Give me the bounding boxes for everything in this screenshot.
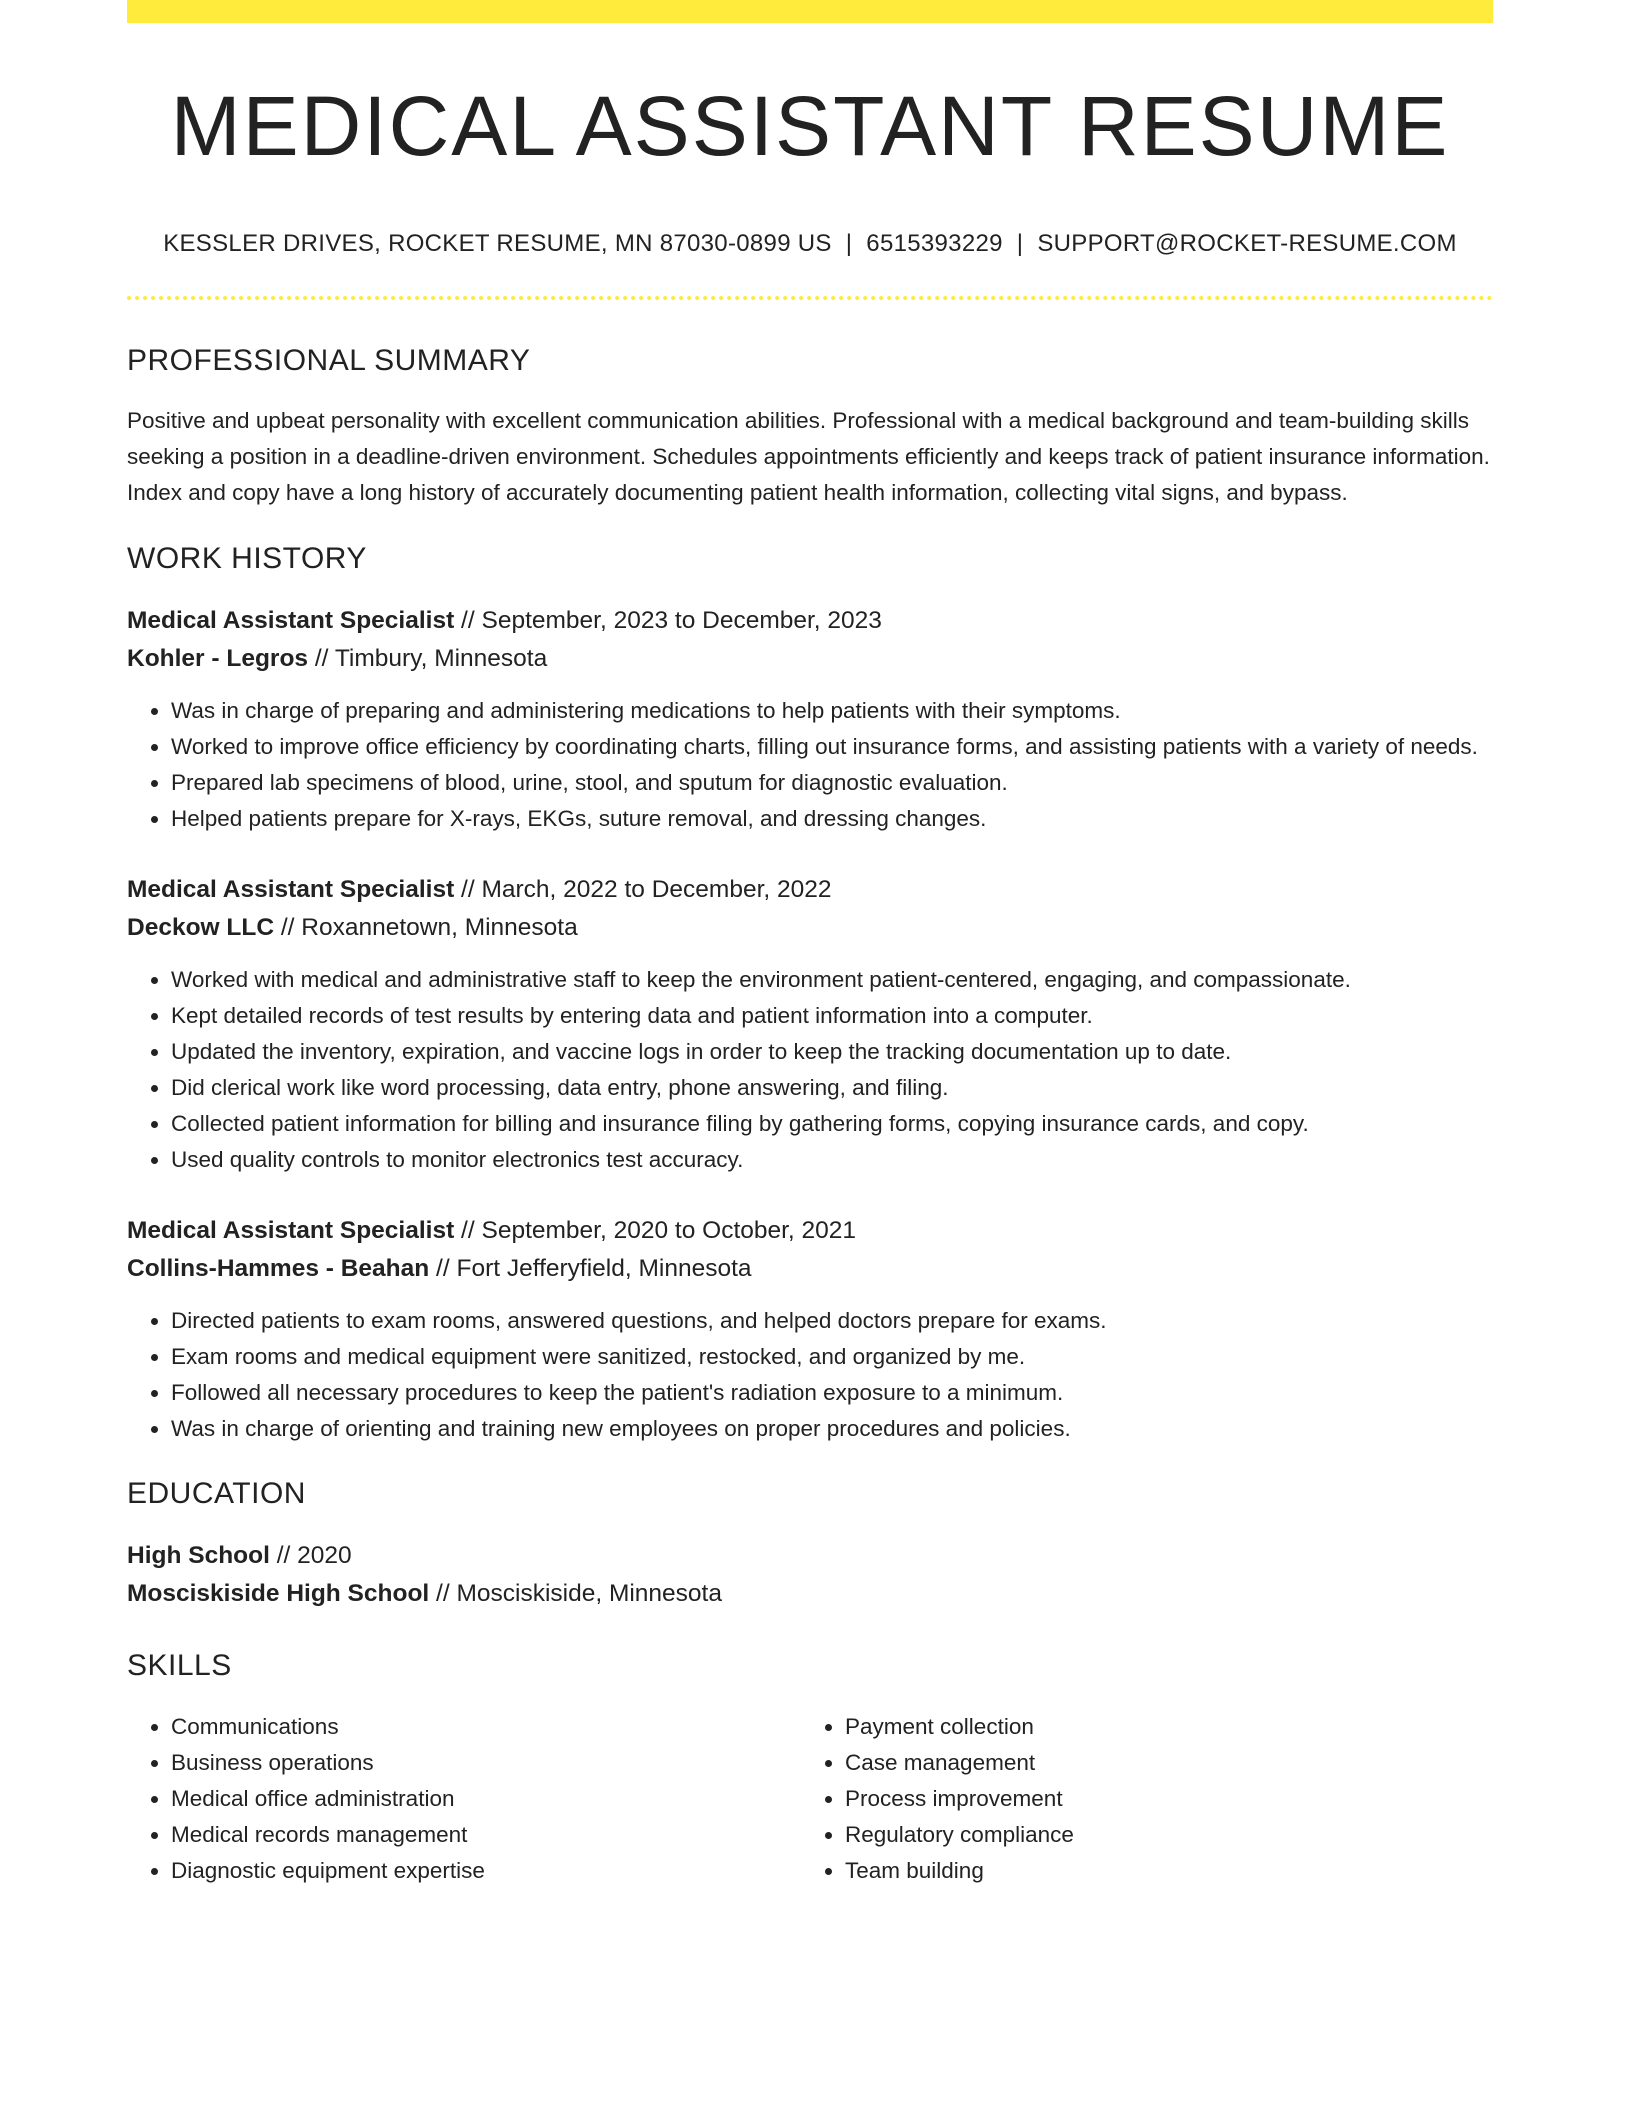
- contact-separator: |: [1016, 230, 1024, 258]
- contact-line: [127, 230, 1493, 258]
- skill-item: • Business operations: [171, 1745, 801, 1781]
- job-title: Medical Assistant Specialist: [127, 607, 455, 635]
- education-school: Mosciskiside High School: [127, 1580, 430, 1608]
- job-company-line: [127, 640, 1493, 678]
- job-title: Medical Assistant Specialist: [127, 1217, 455, 1245]
- skill-item: • Medical office administration: [171, 1781, 801, 1817]
- job-company-line: [127, 1250, 1493, 1288]
- education-heading: EDUCATION: [127, 1477, 306, 1511]
- job-bullet: • Kept detailed records of test results by entering data and patient information into a computer.: [171, 998, 1493, 1034]
- skills-heading: SKILLS: [127, 1649, 232, 1683]
- job-bullet: • Followed all necessary procedures to keep the patient's radiation exposure to a minimum.: [171, 1375, 1493, 1411]
- resume-title: MEDICAL ASSISTANT RESUME: [170, 79, 1450, 173]
- job-title-line: [127, 1212, 1493, 1250]
- job-title-line: [127, 871, 1493, 909]
- job-company: Deckow LLC: [127, 914, 275, 942]
- education-year: // 2020: [269, 1542, 352, 1570]
- skill-item: • Medical records management: [171, 1817, 801, 1853]
- job-company: Kohler - Legros: [127, 645, 309, 673]
- resume-page: [127, 0, 1493, 1889]
- job-location: // Timbury, Minnesota: [308, 645, 548, 673]
- job-entry: [127, 602, 1493, 837]
- job-company: Collins-Hammes - Beahan: [127, 1255, 430, 1283]
- contact-separator: |: [845, 230, 853, 258]
- skill-item: • Case management: [845, 1745, 1475, 1781]
- job-bullet: • Did clerical work like word processing, data entry, phone answering, and filing.: [171, 1070, 1493, 1106]
- summary-heading: PROFESSIONAL SUMMARY: [127, 344, 531, 378]
- contact-address: KESSLER DRIVES, ROCKET RESUME, MN 87030-0899 US: [163, 230, 832, 258]
- job-dates: // March, 2022 to December, 2022: [454, 876, 832, 904]
- job-title: Medical Assistant Specialist: [127, 876, 455, 904]
- education-degree: High School: [127, 1542, 270, 1570]
- job-dates: // September, 2020 to October, 2021: [454, 1217, 857, 1245]
- skill-item: • Payment collection: [845, 1709, 1475, 1745]
- job-bullet: • Used quality controls to monitor electronics test accuracy.: [171, 1142, 1493, 1178]
- job-bullet: • Worked with medical and administrative staff to keep the environment patient-centered, engaging, and compassionate.: [171, 962, 1493, 998]
- job-location: // Roxannetown, Minnesota: [274, 914, 578, 942]
- job-entry: [127, 871, 1493, 1178]
- skills-right-list: [801, 1709, 1475, 1889]
- job-bullet: • Updated the inventory, expiration, and vaccine logs in order to keep the tracking documentation up to date.: [171, 1034, 1493, 1070]
- job-bullet: • Was in charge of preparing and administering medications to help patients with their symptoms.: [171, 693, 1493, 729]
- education-location: // Mosciskiside, Minnesota: [429, 1580, 722, 1608]
- job-bullet: • Was in charge of orienting and training new employees on proper procedures and policies.: [171, 1411, 1493, 1447]
- job-company-line: [127, 909, 1493, 947]
- contact-phone: 6515393229: [866, 230, 1003, 258]
- skill-item: • Regulatory compliance: [845, 1817, 1475, 1853]
- job-bullet: • Worked to improve office efficiency by coordinating charts, filling out insurance forms, and assisting patients with a variety of needs.: [171, 729, 1493, 765]
- skill-item: • Diagnostic equipment expertise: [171, 1853, 801, 1889]
- job-bullet: • Directed patients to exam rooms, answered questions, and helped doctors prepare for exams.: [171, 1303, 1493, 1339]
- education-entry: [127, 1537, 1493, 1613]
- job-bullet: • Helped patients prepare for X-rays, EKGs, suture removal, and dressing changes.: [171, 801, 1493, 837]
- work-history-heading: WORK HISTORY: [127, 542, 367, 576]
- job-bullet: • Prepared lab specimens of blood, urine, stool, and sputum for diagnostic evaluation.: [171, 765, 1493, 801]
- skill-item: • Team building: [845, 1853, 1475, 1889]
- education-school-line: [127, 1575, 1493, 1613]
- skill-item: • Communications: [171, 1709, 801, 1745]
- contact-email: SUPPORT@ROCKET-RESUME.COM: [1037, 230, 1457, 258]
- job-dates: // September, 2023 to December, 2023: [454, 607, 882, 635]
- summary-text: Positive and upbeat personality with excellent communication abilities. Professional with a medical background and team-building skills seeking a position in a deadline-driven environment. Schedules appointments efficiently and keeps track of patient insurance information. Index and copy have a long history of accurately documenting patient health information, collecting vital signs, and bypass.: [127, 408, 1490, 506]
- skills-left-list: [127, 1709, 801, 1889]
- education-degree-line: [127, 1537, 1493, 1575]
- job-entry: [127, 1212, 1493, 1447]
- job-bullet: • Collected patient information for billing and insurance filing by gathering forms, copying insurance cards, and copy.: [171, 1106, 1493, 1142]
- job-bullets: [127, 962, 1493, 1178]
- job-location: // Fort Jefferyfield, Minnesota: [429, 1255, 752, 1283]
- job-bullets: [127, 1303, 1493, 1447]
- dotted-divider: [127, 296, 1493, 300]
- skill-item: • Process improvement: [845, 1781, 1475, 1817]
- job-title-line: [127, 602, 1493, 640]
- job-bullet: • Exam rooms and medical equipment were sanitized, restocked, and organized by me.: [171, 1339, 1493, 1375]
- job-bullets: [127, 693, 1493, 837]
- skills-columns: [127, 1709, 1493, 1889]
- accent-top-bar: [127, 0, 1493, 23]
